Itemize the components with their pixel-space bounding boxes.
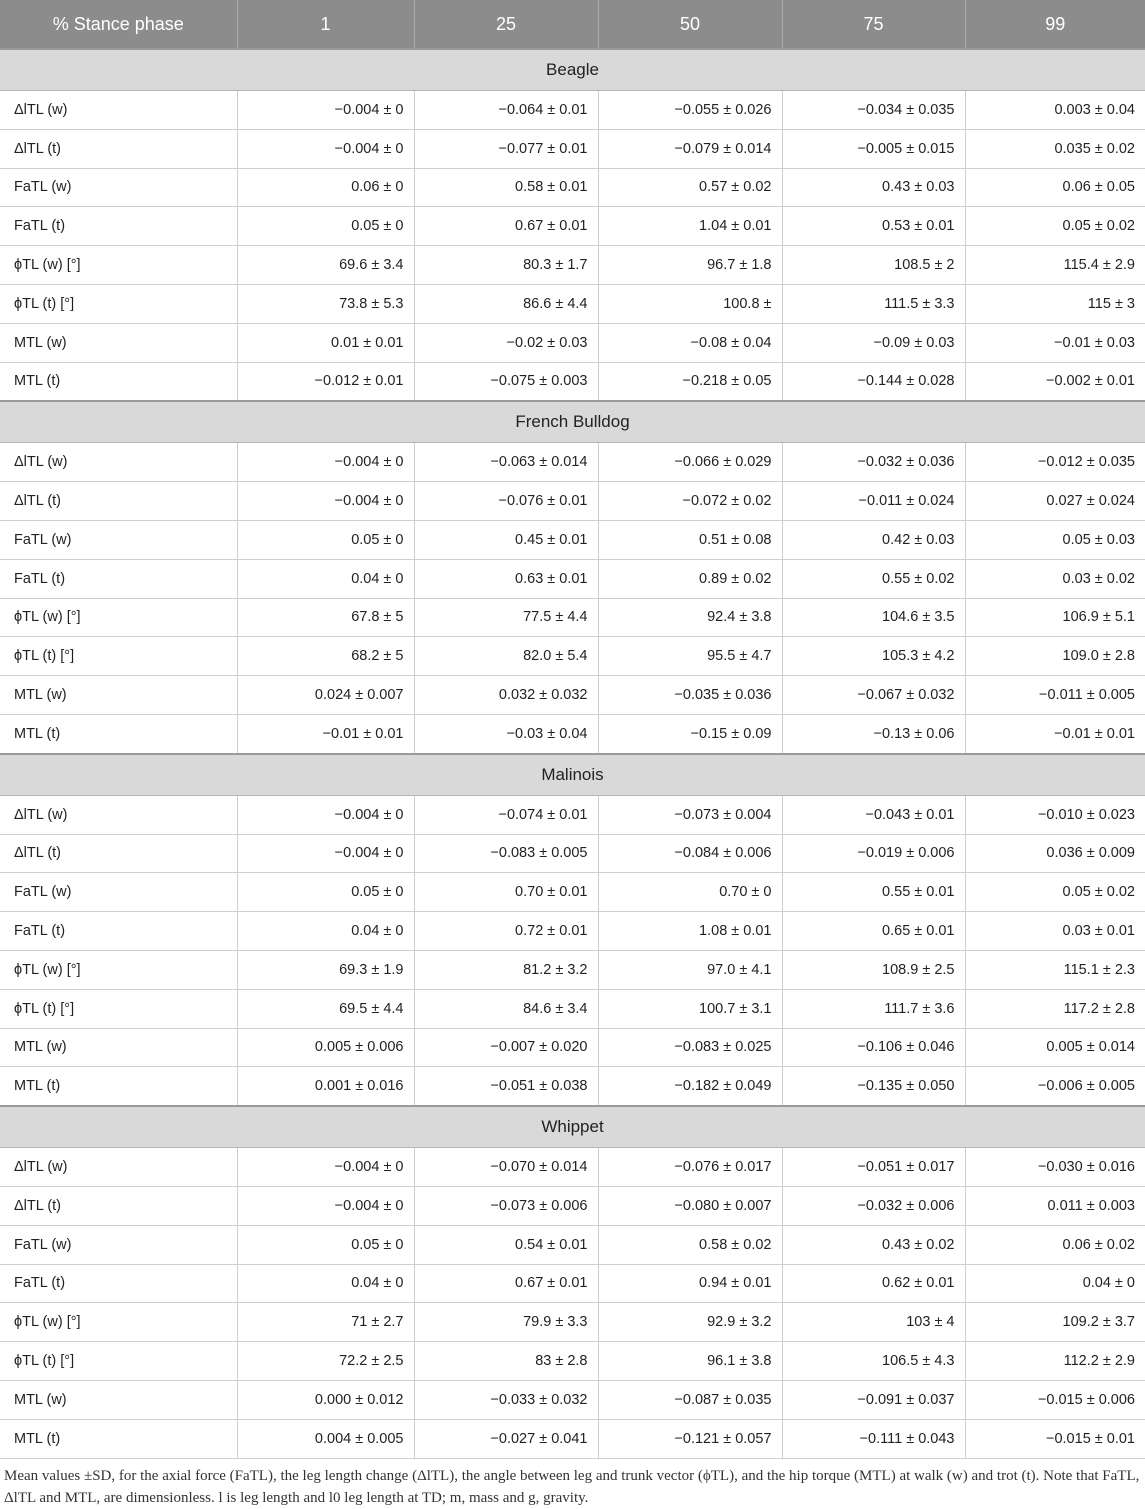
table-cell: −0.006 ± 0.005 — [965, 1067, 1145, 1106]
table-cell: 0.55 ± 0.01 — [782, 873, 965, 912]
table-cell: −0.004 ± 0 — [237, 795, 414, 834]
table-cell: −0.002 ± 0.01 — [965, 362, 1145, 401]
table-cell: −0.084 ± 0.006 — [598, 834, 782, 873]
group-label: Whippet — [0, 1106, 1145, 1148]
table-cell: 104.6 ± 3.5 — [782, 598, 965, 637]
header-75: 75 — [782, 0, 965, 49]
table-cell: 0.67 ± 0.01 — [414, 207, 598, 246]
table-cell: 79.9 ± 3.3 — [414, 1303, 598, 1342]
table-cell: 0.04 ± 0 — [237, 912, 414, 951]
row-label: FaTL (w) — [0, 873, 237, 912]
table-cell: −0.079 ± 0.014 — [598, 129, 782, 168]
table-cell: −0.012 ± 0.01 — [237, 362, 414, 401]
table-row — [0, 834, 1145, 873]
row-label: MTL (t) — [0, 714, 237, 753]
table-cell: −0.027 ± 0.041 — [414, 1419, 598, 1458]
table-cell: 1.04 ± 0.01 — [598, 207, 782, 246]
group-row — [0, 49, 1145, 91]
table-cell: 0.58 ± 0.02 — [598, 1225, 782, 1264]
table-cell: −0.106 ± 0.046 — [782, 1028, 965, 1067]
table-row — [0, 989, 1145, 1028]
row-label: FaTL (w) — [0, 168, 237, 207]
row-label: ϕTL (w) [°] — [0, 950, 237, 989]
table-cell: −0.033 ± 0.032 — [414, 1380, 598, 1419]
header-50: 50 — [598, 0, 782, 49]
table-cell: −0.08 ± 0.04 — [598, 323, 782, 362]
table-row — [0, 207, 1145, 246]
table-cell: 0.67 ± 0.01 — [414, 1264, 598, 1303]
table-cell: 111.5 ± 3.3 — [782, 284, 965, 323]
table-cell: −0.135 ± 0.050 — [782, 1067, 965, 1106]
table-row — [0, 912, 1145, 951]
table-row — [0, 637, 1145, 676]
row-label: MTL (w) — [0, 323, 237, 362]
table-cell: 0.65 ± 0.01 — [782, 912, 965, 951]
table-cell: −0.076 ± 0.017 — [598, 1148, 782, 1187]
row-label: MTL (w) — [0, 1028, 237, 1067]
table-cell: 0.011 ± 0.003 — [965, 1186, 1145, 1225]
table-cell: 0.027 ± 0.024 — [965, 482, 1145, 521]
table-cell: −0.012 ± 0.035 — [965, 443, 1145, 482]
table-cell: 0.005 ± 0.014 — [965, 1028, 1145, 1067]
table-row — [0, 1264, 1145, 1303]
table-cell: −0.09 ± 0.03 — [782, 323, 965, 362]
table-cell: 0.06 ± 0.05 — [965, 168, 1145, 207]
table-cell: −0.004 ± 0 — [237, 1148, 414, 1187]
table-cell: 0.04 ± 0 — [237, 1264, 414, 1303]
table-row — [0, 1419, 1145, 1458]
table-cell: 108.9 ± 2.5 — [782, 950, 965, 989]
row-label: FaTL (t) — [0, 912, 237, 951]
group-row — [0, 1106, 1145, 1148]
header-1: 1 — [237, 0, 414, 49]
table-cell: 105.3 ± 4.2 — [782, 637, 965, 676]
row-label: ϕTL (t) [°] — [0, 637, 237, 676]
table-cell: 0.04 ± 0 — [237, 559, 414, 598]
table-cell: 115.1 ± 2.3 — [965, 950, 1145, 989]
table-cell: 0.024 ± 0.007 — [237, 676, 414, 715]
table-row — [0, 873, 1145, 912]
table-cell: 0.032 ± 0.032 — [414, 676, 598, 715]
table-cell: −0.076 ± 0.01 — [414, 482, 598, 521]
table-cell: 0.58 ± 0.01 — [414, 168, 598, 207]
table-cell: −0.087 ± 0.035 — [598, 1380, 782, 1419]
table-cell: 72.2 ± 2.5 — [237, 1342, 414, 1381]
table-cell: −0.032 ± 0.006 — [782, 1186, 965, 1225]
table-row — [0, 1380, 1145, 1419]
table-cell: −0.111 ± 0.043 — [782, 1419, 965, 1458]
table-row — [0, 714, 1145, 753]
table-cell: 82.0 ± 5.4 — [414, 637, 598, 676]
group-label: French Bulldog — [0, 401, 1145, 443]
table-cell: 0.036 ± 0.009 — [965, 834, 1145, 873]
table-row — [0, 129, 1145, 168]
table-caption: Mean values ±SD, for the axial force (FaTL), the leg length change (ΔlTL), the angle between leg and trunk vector (ϕTL), and the hip torque (MTL) at walk (w) and trot (t). Note that FaTL, ΔlTL and MTL, are dimensionless. l is leg length and l0 leg length at TD; m, mass and g, gravity. — [4, 1467, 1140, 1506]
table-cell: 80.3 ± 1.7 — [414, 246, 598, 285]
table-cell: 71 ± 2.7 — [237, 1303, 414, 1342]
header-stance-phase: % Stance phase — [0, 0, 237, 49]
table-cell: 0.05 ± 0.02 — [965, 873, 1145, 912]
table-row — [0, 676, 1145, 715]
header-25: 25 — [414, 0, 598, 49]
table-cell: −0.004 ± 0 — [237, 482, 414, 521]
table-cell: 106.5 ± 4.3 — [782, 1342, 965, 1381]
table-cell: −0.073 ± 0.004 — [598, 795, 782, 834]
table-cell: 0.003 ± 0.04 — [965, 91, 1145, 130]
table-cell: 115.4 ± 2.9 — [965, 246, 1145, 285]
row-label: ΔlTL (w) — [0, 795, 237, 834]
table-cell: −0.01 ± 0.01 — [965, 714, 1145, 753]
table-row — [0, 168, 1145, 207]
table-cell: −0.01 ± 0.01 — [237, 714, 414, 753]
group-row — [0, 401, 1145, 443]
table-row — [0, 482, 1145, 521]
table-cell: 0.70 ± 0.01 — [414, 873, 598, 912]
row-label: ΔlTL (w) — [0, 443, 237, 482]
row-label: MTL (t) — [0, 1419, 237, 1458]
table-row — [0, 1028, 1145, 1067]
table-row — [0, 795, 1145, 834]
table-cell: 0.42 ± 0.03 — [782, 520, 965, 559]
table-cell: −0.005 ± 0.015 — [782, 129, 965, 168]
table-cell: 0.04 ± 0 — [965, 1264, 1145, 1303]
table-row — [0, 1067, 1145, 1106]
table-cell: 86.6 ± 4.4 — [414, 284, 598, 323]
table-cell: 0.03 ± 0.01 — [965, 912, 1145, 951]
table-cell: 96.1 ± 3.8 — [598, 1342, 782, 1381]
table-cell: −0.083 ± 0.005 — [414, 834, 598, 873]
table-cell: 0.70 ± 0 — [598, 873, 782, 912]
table-cell: 0.001 ± 0.016 — [237, 1067, 414, 1106]
table-row — [0, 1148, 1145, 1187]
table-cell: −0.066 ± 0.029 — [598, 443, 782, 482]
row-label: ϕTL (t) [°] — [0, 989, 237, 1028]
table-cell: 0.54 ± 0.01 — [414, 1225, 598, 1264]
table-cell: 108.5 ± 2 — [782, 246, 965, 285]
table-cell: 69.5 ± 4.4 — [237, 989, 414, 1028]
table-row — [0, 91, 1145, 130]
row-label: ϕTL (t) [°] — [0, 284, 237, 323]
table-cell: −0.035 ± 0.036 — [598, 676, 782, 715]
table-cell: 0.55 ± 0.02 — [782, 559, 965, 598]
row-label: ϕTL (w) [°] — [0, 1303, 237, 1342]
row-label: MTL (t) — [0, 1067, 237, 1106]
table-cell: 0.62 ± 0.01 — [782, 1264, 965, 1303]
table-cell: −0.015 ± 0.01 — [965, 1419, 1145, 1458]
table-cell: 0.004 ± 0.005 — [237, 1419, 414, 1458]
table-cell: 0.63 ± 0.01 — [414, 559, 598, 598]
table-cell: 0.05 ± 0 — [237, 873, 414, 912]
table-cell: 0.005 ± 0.006 — [237, 1028, 414, 1067]
table-cell: 0.03 ± 0.02 — [965, 559, 1145, 598]
table-cell: 0.05 ± 0.02 — [965, 207, 1145, 246]
table-cell: 0.06 ± 0 — [237, 168, 414, 207]
table-cell: −0.034 ± 0.035 — [782, 91, 965, 130]
table-row — [0, 323, 1145, 362]
table-row — [0, 559, 1145, 598]
table-cell: 109.2 ± 3.7 — [965, 1303, 1145, 1342]
table-row — [0, 520, 1145, 559]
row-label: ΔlTL (t) — [0, 482, 237, 521]
table-row — [0, 950, 1145, 989]
table-cell: −0.015 ± 0.006 — [965, 1380, 1145, 1419]
table-cell: −0.004 ± 0 — [237, 834, 414, 873]
table-cell: 68.2 ± 5 — [237, 637, 414, 676]
table-row — [0, 443, 1145, 482]
header-99: 99 — [965, 0, 1145, 49]
table-cell: −0.055 ± 0.026 — [598, 91, 782, 130]
group-label: Malinois — [0, 754, 1145, 796]
table-cell: −0.15 ± 0.09 — [598, 714, 782, 753]
row-label: MTL (w) — [0, 676, 237, 715]
table-cell: −0.011 ± 0.024 — [782, 482, 965, 521]
table-cell: 109.0 ± 2.8 — [965, 637, 1145, 676]
table-cell: −0.01 ± 0.03 — [965, 323, 1145, 362]
table-cell: 95.5 ± 4.7 — [598, 637, 782, 676]
table-row — [0, 598, 1145, 637]
row-label: FaTL (w) — [0, 520, 237, 559]
table-row — [0, 1186, 1145, 1225]
row-label: ϕTL (t) [°] — [0, 1342, 237, 1381]
row-label: MTL (t) — [0, 362, 237, 401]
table-cell: −0.004 ± 0 — [237, 1186, 414, 1225]
table-cell: −0.070 ± 0.014 — [414, 1148, 598, 1187]
table-cell: 69.6 ± 3.4 — [237, 246, 414, 285]
table-cell: 0.05 ± 0 — [237, 207, 414, 246]
table-cell: 0.43 ± 0.02 — [782, 1225, 965, 1264]
table-cell: −0.144 ± 0.028 — [782, 362, 965, 401]
table-cell: 0.06 ± 0.02 — [965, 1225, 1145, 1264]
table-row — [0, 362, 1145, 401]
table-cell: 0.05 ± 0.03 — [965, 520, 1145, 559]
table-cell: 84.6 ± 3.4 — [414, 989, 598, 1028]
table-cell: 69.3 ± 1.9 — [237, 950, 414, 989]
group-row — [0, 754, 1145, 796]
table-cell: 111.7 ± 3.6 — [782, 989, 965, 1028]
table-row — [0, 284, 1145, 323]
table-cell: 0.94 ± 0.01 — [598, 1264, 782, 1303]
table-cell: 0.53 ± 0.01 — [782, 207, 965, 246]
table-cell: −0.004 ± 0 — [237, 443, 414, 482]
table-row — [0, 1225, 1145, 1264]
table-row — [0, 1342, 1145, 1381]
table-cell: −0.03 ± 0.04 — [414, 714, 598, 753]
table-cell: 0.05 ± 0 — [237, 1225, 414, 1264]
table-cell: −0.019 ± 0.006 — [782, 834, 965, 873]
row-label: MTL (w) — [0, 1380, 237, 1419]
table-cell: 0.89 ± 0.02 — [598, 559, 782, 598]
row-label: ΔlTL (t) — [0, 834, 237, 873]
table-cell: 0.000 ± 0.012 — [237, 1380, 414, 1419]
table-cell: −0.067 ± 0.032 — [782, 676, 965, 715]
table-cell: −0.004 ± 0 — [237, 129, 414, 168]
table-cell: −0.080 ± 0.007 — [598, 1186, 782, 1225]
table-cell: 112.2 ± 2.9 — [965, 1342, 1145, 1381]
table-cell: 0.45 ± 0.01 — [414, 520, 598, 559]
table-cell: −0.032 ± 0.036 — [782, 443, 965, 482]
table-cell: 77.5 ± 4.4 — [414, 598, 598, 637]
table-cell: 96.7 ± 1.8 — [598, 246, 782, 285]
table-cell: 83 ± 2.8 — [414, 1342, 598, 1381]
table-cell: −0.007 ± 0.020 — [414, 1028, 598, 1067]
table-cell: 0.43 ± 0.03 — [782, 168, 965, 207]
table-cell: 100.8 ± — [598, 284, 782, 323]
table-cell: −0.077 ± 0.01 — [414, 129, 598, 168]
table-cell: −0.051 ± 0.017 — [782, 1148, 965, 1187]
table-cell: 117.2 ± 2.8 — [965, 989, 1145, 1028]
table-cell: −0.091 ± 0.037 — [782, 1380, 965, 1419]
table-cell: −0.072 ± 0.02 — [598, 482, 782, 521]
header-row — [0, 0, 1145, 49]
row-label: ΔlTL (w) — [0, 1148, 237, 1187]
table-cell: −0.083 ± 0.025 — [598, 1028, 782, 1067]
table-cell: 0.05 ± 0 — [237, 520, 414, 559]
table-cell: 0.57 ± 0.02 — [598, 168, 782, 207]
table-cell: 81.2 ± 3.2 — [414, 950, 598, 989]
row-label: FaTL (t) — [0, 559, 237, 598]
row-label: ΔlTL (w) — [0, 91, 237, 130]
table-cell: −0.02 ± 0.03 — [414, 323, 598, 362]
table-cell: −0.13 ± 0.06 — [782, 714, 965, 753]
table-cell: −0.074 ± 0.01 — [414, 795, 598, 834]
table-cell: −0.063 ± 0.014 — [414, 443, 598, 482]
table-cell: 92.4 ± 3.8 — [598, 598, 782, 637]
row-label: ΔlTL (t) — [0, 1186, 237, 1225]
table-cell: 0.51 ± 0.08 — [598, 520, 782, 559]
table-cell: 67.8 ± 5 — [237, 598, 414, 637]
table-cell: −0.010 ± 0.023 — [965, 795, 1145, 834]
table-cell: −0.011 ± 0.005 — [965, 676, 1145, 715]
table-cell: −0.004 ± 0 — [237, 91, 414, 130]
table-cell: −0.218 ± 0.05 — [598, 362, 782, 401]
table-cell: 73.8 ± 5.3 — [237, 284, 414, 323]
table-cell: −0.030 ± 0.016 — [965, 1148, 1145, 1187]
row-label: FaTL (t) — [0, 1264, 237, 1303]
row-label: FaTL (t) — [0, 207, 237, 246]
table-cell: 100.7 ± 3.1 — [598, 989, 782, 1028]
table-cell: −0.075 ± 0.003 — [414, 362, 598, 401]
group-label: Beagle — [0, 49, 1145, 91]
row-label: ϕTL (w) [°] — [0, 598, 237, 637]
table-cell: 106.9 ± 5.1 — [965, 598, 1145, 637]
row-label: FaTL (w) — [0, 1225, 237, 1264]
table-row — [0, 246, 1145, 285]
table-cell: 0.035 ± 0.02 — [965, 129, 1145, 168]
table-cell: 1.08 ± 0.01 — [598, 912, 782, 951]
table-cell: −0.043 ± 0.01 — [782, 795, 965, 834]
table-cell: −0.064 ± 0.01 — [414, 91, 598, 130]
table-cell: 0.72 ± 0.01 — [414, 912, 598, 951]
table-cell: −0.073 ± 0.006 — [414, 1186, 598, 1225]
row-label: ΔlTL (t) — [0, 129, 237, 168]
table-cell: 92.9 ± 3.2 — [598, 1303, 782, 1342]
table-cell: −0.121 ± 0.057 — [598, 1419, 782, 1458]
table-cell: 97.0 ± 4.1 — [598, 950, 782, 989]
table-cell: 0.01 ± 0.01 — [237, 323, 414, 362]
table-cell: −0.182 ± 0.049 — [598, 1067, 782, 1106]
table-row — [0, 1303, 1145, 1342]
row-label: ϕTL (w) [°] — [0, 246, 237, 285]
table-cell: −0.051 ± 0.038 — [414, 1067, 598, 1106]
table-cell: 103 ± 4 — [782, 1303, 965, 1342]
table-cell: 115 ± 3 — [965, 284, 1145, 323]
